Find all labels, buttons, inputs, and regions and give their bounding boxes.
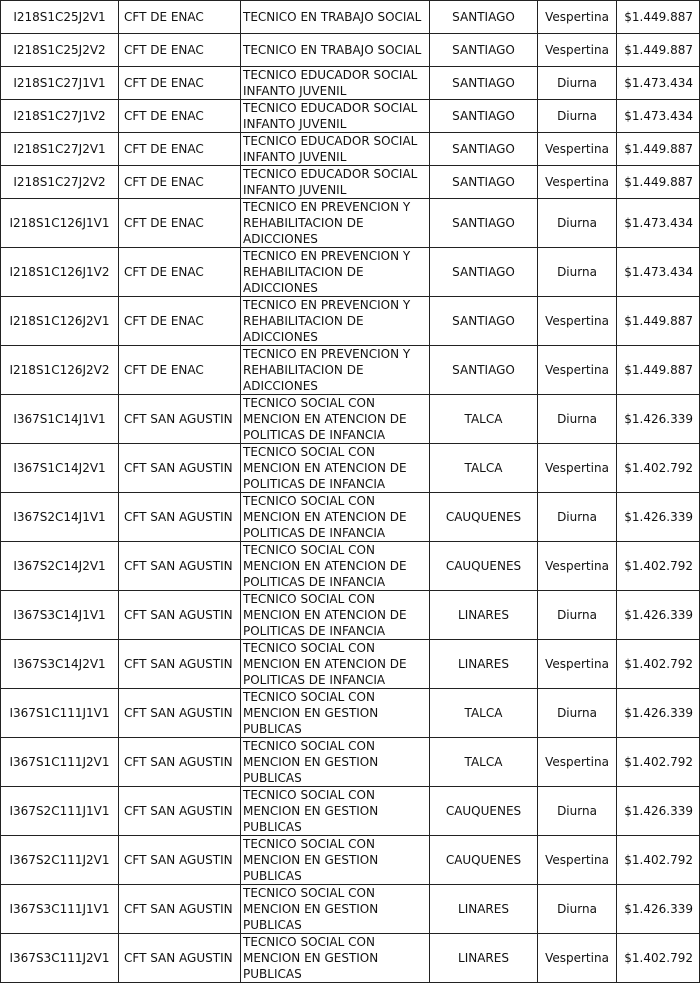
row-career: TECNICO SOCIAL CON MENCION EN GESTION PUBLICAS [241,787,430,836]
row-institution: CFT SAN AGUSTIN [119,395,241,444]
row-city: SANTIAGO [430,297,538,346]
table-row [1,738,700,787]
row-shift: Diurna [538,493,617,542]
row-code: I218S1C126J2V2 [1,346,119,395]
row-code: I367S2C14J1V1 [1,493,119,542]
row-shift: Diurna [538,689,617,738]
row-code: I367S1C111J1V1 [1,689,119,738]
row-amount: $1.473.434 [617,248,700,297]
table-row [1,689,700,738]
row-institution: CFT SAN AGUSTIN [119,493,241,542]
row-career: TECNICO SOCIAL CON MENCION EN ATENCION DE POLITICAS DE INFANCIA [241,493,430,542]
row-code: I218S1C25J2V1 [1,1,119,34]
row-career: TECNICO SOCIAL CON MENCION EN ATENCION DE POLITICAS DE INFANCIA [241,591,430,640]
row-institution: CFT DE ENAC [119,248,241,297]
row-code: I218S1C27J1V1 [1,67,119,100]
table-row [1,885,700,934]
row-city: SANTIAGO [430,100,538,133]
row-amount: $1.449.887 [617,297,700,346]
row-shift: Vespertina [538,133,617,166]
row-amount: $1.473.434 [617,100,700,133]
row-shift: Diurna [538,591,617,640]
table-row [1,591,700,640]
row-shift: Vespertina [538,738,617,787]
row-institution: CFT DE ENAC [119,297,241,346]
row-institution: CFT SAN AGUSTIN [119,542,241,591]
row-institution: CFT DE ENAC [119,346,241,395]
row-career: TECNICO EN PREVENCION Y REHABILITACION DE ADICCIONES [241,199,430,248]
row-institution: CFT SAN AGUSTIN [119,836,241,885]
table-row [1,934,700,983]
row-code: I367S3C14J1V1 [1,591,119,640]
row-amount: $1.426.339 [617,591,700,640]
row-shift: Diurna [538,885,617,934]
row-city: CAUQUENES [430,787,538,836]
row-city: LINARES [430,591,538,640]
row-shift: Vespertina [538,34,617,67]
row-career: TECNICO EDUCADOR SOCIAL INFANTO JUVENIL [241,67,430,100]
row-code: I218S1C27J2V1 [1,133,119,166]
row-code: I367S2C111J2V1 [1,836,119,885]
row-amount: $1.402.792 [617,836,700,885]
row-career: TECNICO EDUCADOR SOCIAL INFANTO JUVENIL [241,100,430,133]
row-amount: $1.402.792 [617,542,700,591]
row-career: TECNICO SOCIAL CON MENCION EN ATENCION DE POLITICAS DE INFANCIA [241,395,430,444]
row-institution: CFT SAN AGUSTIN [119,689,241,738]
row-city: SANTIAGO [430,166,538,199]
row-amount: $1.449.887 [617,166,700,199]
row-shift: Diurna [538,787,617,836]
row-code: I367S3C14J2V1 [1,640,119,689]
row-career: TECNICO EN TRABAJO SOCIAL [241,1,430,34]
row-amount: $1.473.434 [617,199,700,248]
table-row [1,297,700,346]
row-institution: CFT DE ENAC [119,133,241,166]
row-career: TECNICO EN TRABAJO SOCIAL [241,34,430,67]
row-amount: $1.402.792 [617,738,700,787]
row-shift: Diurna [538,199,617,248]
table-row [1,199,700,248]
row-code: I367S2C14J2V1 [1,542,119,591]
row-code: I218S1C25J2V2 [1,34,119,67]
row-career: TECNICO SOCIAL CON MENCION EN ATENCION DE POLITICAS DE INFANCIA [241,640,430,689]
table-row [1,640,700,689]
table-row [1,836,700,885]
row-code: I367S1C111J2V1 [1,738,119,787]
row-city: TALCA [430,444,538,493]
row-career: TECNICO SOCIAL CON MENCION EN ATENCION DE POLITICAS DE INFANCIA [241,444,430,493]
row-code: I367S2C111J1V1 [1,787,119,836]
row-institution: CFT SAN AGUSTIN [119,934,241,983]
row-shift: Vespertina [538,934,617,983]
row-city: LINARES [430,640,538,689]
row-career: TECNICO SOCIAL CON MENCION EN GESTION PUBLICAS [241,934,430,983]
row-shift: Diurna [538,395,617,444]
row-institution: CFT DE ENAC [119,67,241,100]
row-city: SANTIAGO [430,34,538,67]
row-institution: CFT DE ENAC [119,34,241,67]
row-city: SANTIAGO [430,1,538,34]
row-amount: $1.449.887 [617,1,700,34]
row-amount: $1.449.887 [617,133,700,166]
row-amount: $1.473.434 [617,67,700,100]
row-career: TECNICO EDUCADOR SOCIAL INFANTO JUVENIL [241,133,430,166]
row-institution: CFT SAN AGUSTIN [119,640,241,689]
row-city: TALCA [430,395,538,444]
row-institution: CFT DE ENAC [119,166,241,199]
row-code: I218S1C27J1V2 [1,100,119,133]
row-city: LINARES [430,934,538,983]
row-shift: Diurna [538,100,617,133]
table-row [1,346,700,395]
row-career: TECNICO SOCIAL CON MENCION EN GESTION PUBLICAS [241,689,430,738]
row-career: TECNICO EN PREVENCION Y REHABILITACION DE ADICCIONES [241,297,430,346]
row-code: I218S1C126J1V2 [1,248,119,297]
row-shift: Vespertina [538,346,617,395]
row-code: I367S3C111J2V1 [1,934,119,983]
row-city: CAUQUENES [430,493,538,542]
table-row [1,67,700,100]
row-city: CAUQUENES [430,542,538,591]
row-city: SANTIAGO [430,248,538,297]
row-career: TECNICO SOCIAL CON MENCION EN GESTION PUBLICAS [241,885,430,934]
row-amount: $1.426.339 [617,493,700,542]
row-shift: Vespertina [538,444,617,493]
row-shift: Vespertina [538,542,617,591]
table-row [1,248,700,297]
row-city: CAUQUENES [430,836,538,885]
row-amount: $1.426.339 [617,885,700,934]
row-code: I218S1C27J2V2 [1,166,119,199]
table-row [1,444,700,493]
row-career: TECNICO EN PREVENCION Y REHABILITACION DE ADICCIONES [241,346,430,395]
row-amount: $1.402.792 [617,444,700,493]
row-code: I367S3C111J1V1 [1,885,119,934]
row-shift: Vespertina [538,836,617,885]
row-shift: Diurna [538,67,617,100]
table-row [1,1,700,34]
row-city: SANTIAGO [430,67,538,100]
row-amount: $1.449.887 [617,34,700,67]
row-code: I367S1C14J1V1 [1,395,119,444]
row-amount: $1.402.792 [617,640,700,689]
row-amount: $1.426.339 [617,395,700,444]
row-career: TECNICO EN PREVENCION Y REHABILITACION DE ADICCIONES [241,248,430,297]
row-city: TALCA [430,738,538,787]
table-row [1,100,700,133]
table-row [1,395,700,444]
row-career: TECNICO EDUCADOR SOCIAL INFANTO JUVENIL [241,166,430,199]
row-code: I367S1C14J2V1 [1,444,119,493]
row-amount: $1.426.339 [617,787,700,836]
row-shift: Diurna [538,248,617,297]
row-career: TECNICO SOCIAL CON MENCION EN GESTION PUBLICAS [241,738,430,787]
row-city: LINARES [430,885,538,934]
table-row [1,34,700,67]
table-body [1,1,700,983]
row-city: SANTIAGO [430,346,538,395]
row-career: TECNICO SOCIAL CON MENCION EN ATENCION DE POLITICAS DE INFANCIA [241,542,430,591]
row-shift: Vespertina [538,166,617,199]
table-row [1,787,700,836]
row-city: SANTIAGO [430,199,538,248]
row-institution: CFT SAN AGUSTIN [119,885,241,934]
row-institution: CFT DE ENAC [119,199,241,248]
row-amount: $1.426.339 [617,689,700,738]
row-code: I218S1C126J2V1 [1,297,119,346]
row-institution: CFT DE ENAC [119,100,241,133]
row-institution: CFT SAN AGUSTIN [119,738,241,787]
row-amount: $1.449.887 [617,346,700,395]
row-shift: Vespertina [538,640,617,689]
row-institution: CFT DE ENAC [119,1,241,34]
row-shift: Vespertina [538,1,617,34]
row-institution: CFT SAN AGUSTIN [119,591,241,640]
row-amount: $1.402.792 [617,934,700,983]
row-shift: Vespertina [538,297,617,346]
table-row [1,542,700,591]
table-row [1,166,700,199]
table-row [1,493,700,542]
row-institution: CFT SAN AGUSTIN [119,787,241,836]
row-city: TALCA [430,689,538,738]
row-institution: CFT SAN AGUSTIN [119,444,241,493]
row-career: TECNICO SOCIAL CON MENCION EN GESTION PUBLICAS [241,836,430,885]
row-city: SANTIAGO [430,133,538,166]
row-code: I218S1C126J1V1 [1,199,119,248]
table-row [1,133,700,166]
